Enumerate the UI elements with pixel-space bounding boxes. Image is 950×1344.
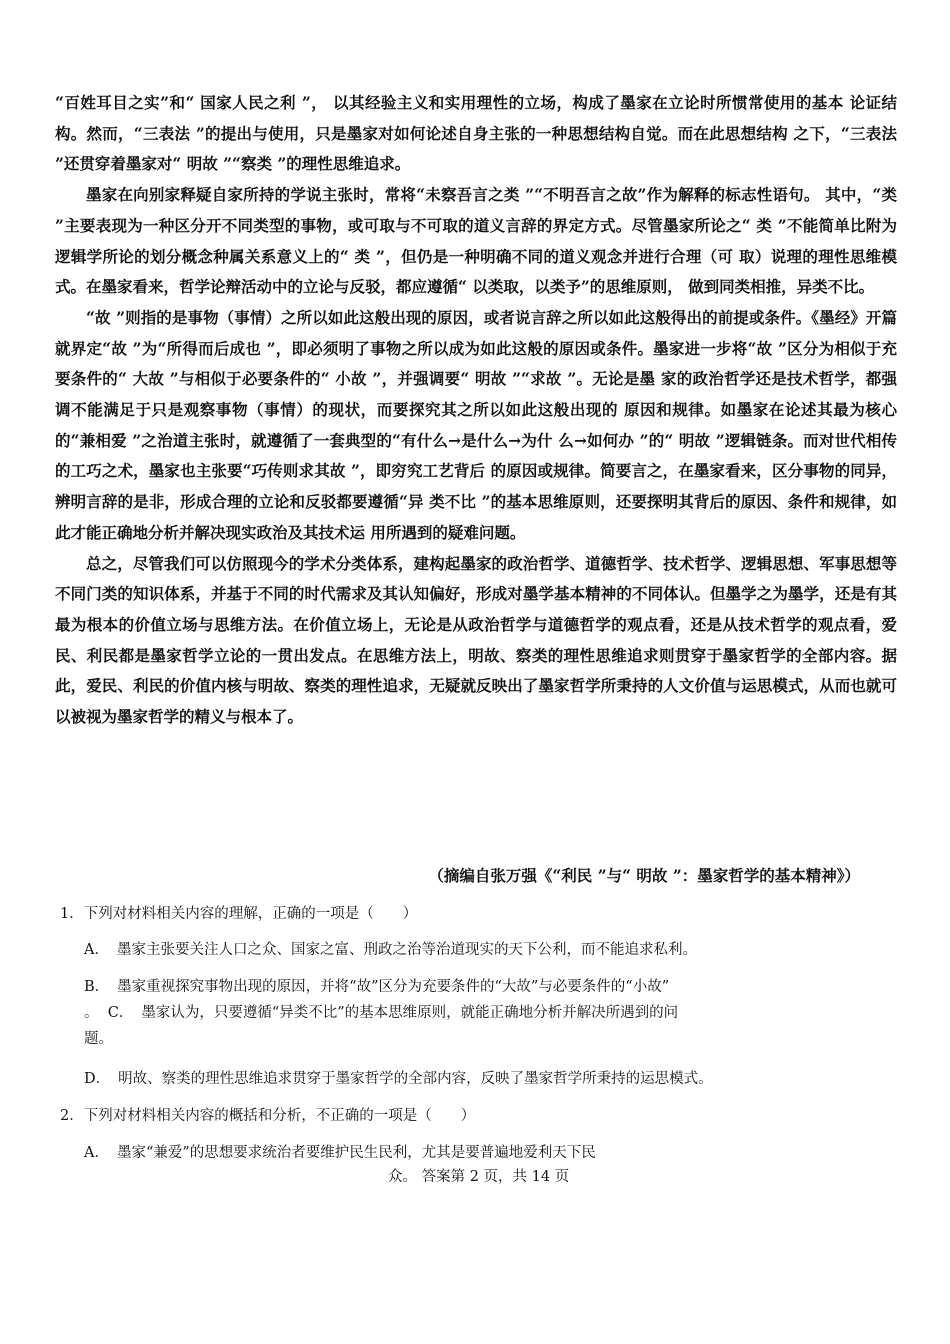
q2-option-a-label: A． <box>84 1145 109 1161</box>
passage-source: （摘编自张万强《“利民 ”与“ 明故 ”：墨家哲学的基本精神》） <box>428 866 860 885</box>
option-d-label: D． <box>84 1071 111 1087</box>
passage-body <box>55 88 897 733</box>
question-1-option-b[interactable] <box>84 977 669 997</box>
option-b-text: 墨家重视探究事物出现的原因，并将“故”区分为充要条件的“大故”与必要条件的“小故” <box>117 979 670 995</box>
question-2-stem: 2．下列对材料相关内容的概括和分析，不正确的一项是（ ） <box>60 1108 476 1124</box>
option-c-prefix: 。 <box>84 1005 99 1021</box>
passage-paragraph-4: 总之，尽管我们可以仿照现今的学术分类体系，建构起墨家的政治哲学、道德哲学、技术哲学、逻辑思想、军事思想等不同门类的知识体系，并基于不同的时代需求及其认知偏好，形成对墨学基本精神的不同体认。但墨学之为墨学，还是有其最为根本的价值立场与思维方法。在价值立场上，无论是从政治哲学与道德哲学的观点看，还是从技术哲学的观点看，爱民、利民都是墨家哲学立论的一贯出发点。在思维方法上，明故、察类的理性思维追求则贯穿于墨家哲学的全部内容。据此，爱民、利民的价值内核与明故、察类的理性追求，无疑就反映出了墨家哲学所秉持的人文价值与运思模式，从而也就可以被视为墨家哲学的精义与根本了。 <box>55 553 897 727</box>
question-1-option-d[interactable] <box>84 1069 713 1089</box>
q2-option-a-text: 墨家“兼爱”的思想要求统治者要维护民生民利，尤其是要普遍地爱利天下民 <box>116 1145 596 1161</box>
option-b-label: B． <box>84 979 110 995</box>
passage-paragraph-2: 墨家在向别家释疑自家所持的学说主张时，常将“未察吾言之类 ”“不明吾言之故”作为解释的标志性语句。 其中，“类 ”主要表现为一种区分开不同类型的事物，或可取与不可取的道义言辞的界定方式。尽管墨家所论之“ 类 ”不能简单比附为逻辑学所论的划分概念种属关系意义上的“ 类 ”，但仍是一种明确不同的道义观念并进行合理（可 取）说理的理性思维模式。在墨家看来，哲学论辩活动中的立论与反驳，都应遵循“ 以类取，以类予”的思维原则， 做到同类相推，异类不比。 <box>55 185 897 297</box>
passage-paragraph-1: “百姓耳目之实”和“ 国家人民之利 ”， 以其经验主义和实用理性的立场，构成了墨家在立论时所惯常使用的基本 论证结构。然而，“三表法 ”的提出与使用，只是墨家对如何论述自身主张的一种思想结构自觉。而在此思想结构 之下，“三表法 ”还贯穿着墨家对“ 明故 ”“察类 ”的理性思维追求。 <box>55 93 897 174</box>
option-a-label: A． <box>84 942 109 958</box>
question-1-option-a[interactable] <box>84 940 697 960</box>
option-d-text: 明故、察类的理性思维追求贯穿于墨家哲学的全部内容，反映了墨家哲学所秉持的运思模式。 <box>118 1071 713 1087</box>
question-1-option-c-continued: 题。 <box>84 1031 113 1047</box>
page-footer: 众。 答案第 2 页，共 14 页 <box>388 1169 570 1185</box>
option-c-label: C． <box>107 1005 134 1021</box>
passage-paragraph-3: “故 ”则指的是事物（事情）之所以如此这般出现的原因，或者说言辞之所以如此这般得出的前提或条件。《墨经》开篇就界定“故 ”为“所得而后成也 ”，即必须明了事物之所以成为如此这般的原因或条件。墨家进一步将“故 ”区分为相似于充要条件的“ 大故 ”与相似于必要条件的“ 小故 ”，并强调要“ 明故 ”“求故 ”。无论是墨 家的政治哲学还是技术哲学，都强调不能满足于只是观察事物（事情）的现状，而要探究其之所以如此这般出现的 原因和规律。如墨家在论述其最为核心的“兼相爱 ”之治道主张时，就遵循了一套典型的“有什么→是什么→为什 么→如何办 ”的“ 明故 ”逻辑链条。而对世代相传的工巧之术，墨家也主张要“巧传则求其故 ”，即穷究工艺背后 的原因或规律。简要言之，在墨家看来，区分事物的同异，辨明言辞的是非，形成合理的立论和反驳都要遵循“异 类不比 ”的基本思维原则，还要探明其背后的原因、条件和规律，如此才能正确地分析并解决现实政治及其技术运 用所遇到的疑难问题。 <box>55 307 897 542</box>
option-c-text: 墨家认为，只要遵循“异类不比”的基本思维原则，就能正确地分析并解决所遇到的问 <box>141 1005 679 1021</box>
option-a-text: 墨家主张要关注人口之众、国家之富、刑政之治等治道现实的天下公利，而不能追求私利。 <box>116 942 697 958</box>
question-1-stem: 1．下列对材料相关内容的理解，正确的一项是（ ） <box>60 906 418 922</box>
question-2-option-a[interactable] <box>84 1143 596 1163</box>
question-1-option-c[interactable] <box>84 1003 678 1023</box>
